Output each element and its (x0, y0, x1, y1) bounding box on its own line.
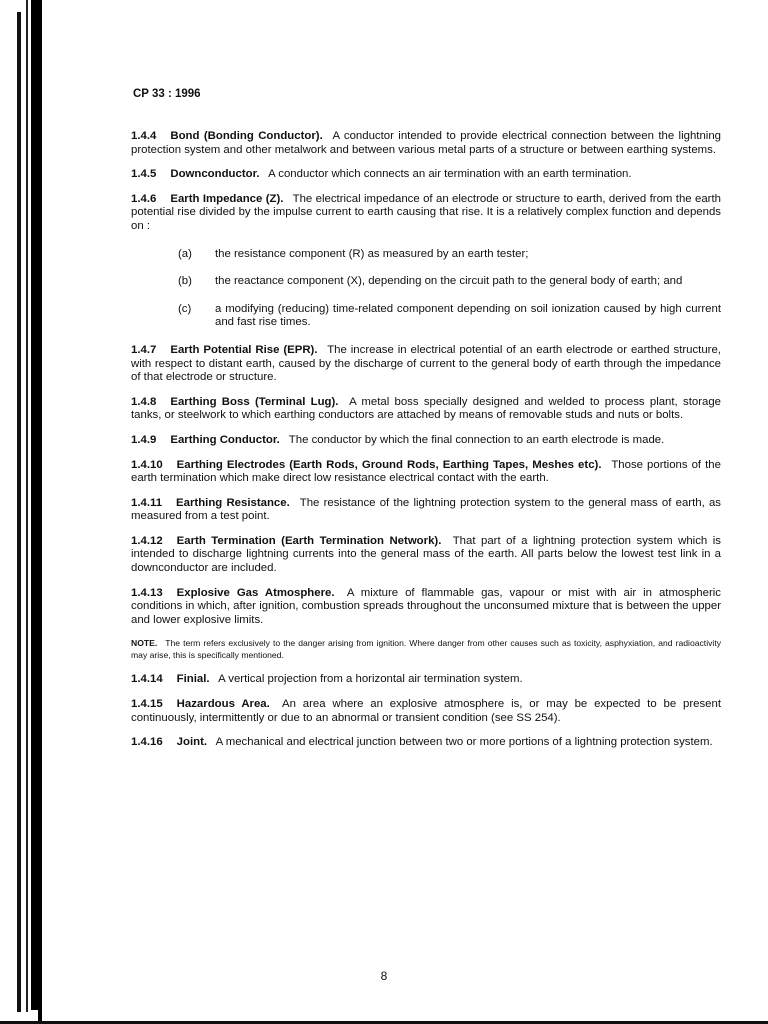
clause: 1.4.14 Finial. A vertical projection from a horizontal air termination system. (131, 673, 523, 686)
note: NOTE. The term refers exclusively to the danger arising from ignition. Where danger from other causes such as toxicity, asphyxiation, and radioactivity may arise, this is specifically mentioned. (131, 638, 721, 660)
list-item: (c) a modifying (reducing) time-related component depending on soil ionization caused by high current and fast rise times. (178, 302, 721, 329)
clause: 1.4.10 Earthing Electrodes (Earth Rods, Ground Rods, Earthing Tapes, Meshes etc). Those portions of the earth termination which make direct low resistance electrical contact with the earth. (131, 458, 721, 485)
list-item: (b) the reactance component (X), depending on the circuit path to the general body of earth; and (178, 275, 683, 288)
clause: 1.4.9 Earthing Conductor. The conductor by which the final connection to an earth electrode is made. (131, 433, 665, 446)
clause: 1.4.4 Bond (Bonding Conductor). A conductor intended to provide electrical connection between the lightning protection system and other metalwork and between various metal parts of a structure or between earthing systems. (131, 130, 721, 156)
scan-binding-edge (0, 0, 48, 1024)
clause: 1.4.7 Earth Potential Rise (EPR). The increase in electrical potential of an earth electrode or earthed structure, with respect to distant earth, caused by the discharge of current to the general body of earth through the impedance of that electrode or structure. (131, 343, 721, 384)
clause: 1.4.16 Joint. A mechanical and electrical junction between two or more portions of a lightning protection system. (131, 736, 713, 749)
clause: 1.4.6 Earth Impedance (Z). The electrical impedance of an electrode or structure to earth, derived from the earth potential rise divided by the impulse current to earth causing that rise. It is a relatively complex function and depends on : (131, 192, 721, 232)
page-number: 8 (380, 969, 388, 983)
clause: 1.4.5 Downconductor. A conductor which connects an air termination with an earth termination. (131, 168, 632, 181)
clause: 1.4.13 Explosive Gas Atmosphere. A mixture of flammable gas, vapour or mist with air in atmospheric conditions in which, after ignition, combustion spreads throughout the unconsumed mixture that is between the upper and lower explosive limits. (131, 586, 721, 626)
list-item: (a) the resistance component (R) as measured by an earth tester; (178, 247, 529, 260)
clause: 1.4.15 Hazardous Area. An area where an explosive atmosphere is, or may be expected to be present continuously, intermittently or due to an abnormal or transient condition (see SS 254). (131, 698, 721, 724)
clause: 1.4.8 Earthing Boss (Terminal Lug). A metal boss specially designed and welded to process plant, storage tanks, or steelwork to which earthing conductors are attached by means of removable studs and nuts or bolts. (131, 395, 721, 422)
clause: 1.4.12 Earth Termination (Earth Termination Network). That part of a lightning protection system which is intended to discharge lightning currents into the general mass of the earth. All parts below the lowest test link in a downconductor are included. (131, 534, 721, 575)
clause: 1.4.11 Earthing Resistance. The resistance of the lightning protection system to the general mass of earth, as measured from a test point. (131, 496, 721, 523)
document-body (131, 130, 721, 761)
document-header: CP 33 : 1996 (133, 88, 201, 100)
